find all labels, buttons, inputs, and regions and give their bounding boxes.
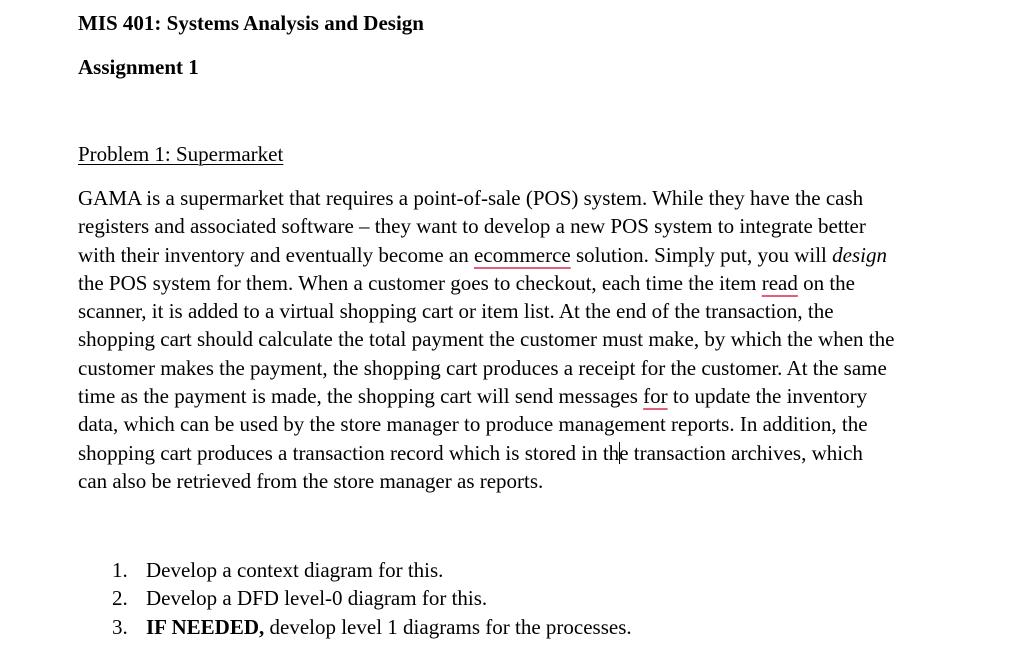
- text-run: can also be retrieved from the store manager as reports.: [78, 468, 544, 493]
- list-item: [112, 613, 632, 641]
- paragraph-line: [78, 241, 978, 269]
- text-run: with their inventory and eventually become an: [78, 242, 474, 267]
- text-run: to update the inventory: [667, 384, 868, 409]
- spellcheck-flagged-word[interactable]: for: [643, 384, 668, 409]
- list-item: [112, 556, 632, 584]
- paragraph-line: [78, 325, 978, 353]
- list-item: [112, 584, 632, 612]
- problem-description[interactable]: [78, 184, 978, 495]
- text-run: develop level 1 diagrams for the processes.: [264, 614, 632, 639]
- text-run: shopping cart should calculate the total payment the customer must make, by which the when the: [78, 327, 895, 352]
- list-item-text: [146, 613, 632, 641]
- text-run: registers and associated software – they want to develop a new POS system to integrate better: [78, 214, 866, 239]
- spellcheck-flagged-word[interactable]: ecommerce: [473, 242, 571, 267]
- text-run: e transaction archives, which: [619, 440, 863, 465]
- text-run: shopping cart produces a transaction record which is stored in th: [78, 440, 620, 465]
- paragraph-line: [78, 297, 978, 325]
- paragraph-line: [78, 467, 978, 495]
- paragraph-line: [78, 354, 978, 382]
- text-run: GAMA is a supermarket that requires a point-of-sale (POS) system. While they have the cash: [78, 186, 864, 210]
- list-item-text: Develop a DFD level-0 diagram for this.: [146, 586, 488, 611]
- paragraph-line: [78, 439, 978, 467]
- assignment-title: Assignment 1: [78, 55, 199, 79]
- list-number: 3.: [112, 614, 128, 639]
- text-run: on the: [797, 270, 855, 295]
- list-item-text: Develop a context diagram for this.: [146, 558, 444, 582]
- paragraph-line: [78, 184, 978, 212]
- paragraph-line: [78, 269, 978, 297]
- list-number: 2.: [112, 586, 128, 611]
- text-run: time as the payment is made, the shopping cart will send messages: [78, 384, 644, 409]
- paragraph-line: [78, 410, 978, 438]
- text-run: scanner, it is added to a virtual shopping cart or item list. At the end of the transaction, the: [78, 299, 834, 324]
- paragraph-line: [78, 382, 978, 410]
- emphasized-word: design: [832, 242, 887, 267]
- course-title: MIS 401: Systems Analysis and Design: [78, 11, 424, 35]
- problem-heading: Problem 1: Supermarket: [78, 142, 284, 166]
- list-number: 1.: [112, 558, 128, 582]
- text-run: solution. Simply put, you will: [570, 242, 833, 267]
- text-run: the POS system for them. When a customer goes to checkout, each time the item: [78, 270, 762, 295]
- text-run: customer makes the payment, the shopping cart produces a receipt for the customer. At the same: [78, 355, 887, 380]
- task-list: [112, 556, 632, 641]
- emphasized-phrase: IF NEEDED,: [146, 614, 265, 639]
- text-run: data, which can be used by the store manager to produce management reports. In addition, the: [78, 412, 868, 437]
- paragraph-line: [78, 212, 978, 240]
- spellcheck-flagged-word[interactable]: read: [761, 270, 798, 295]
